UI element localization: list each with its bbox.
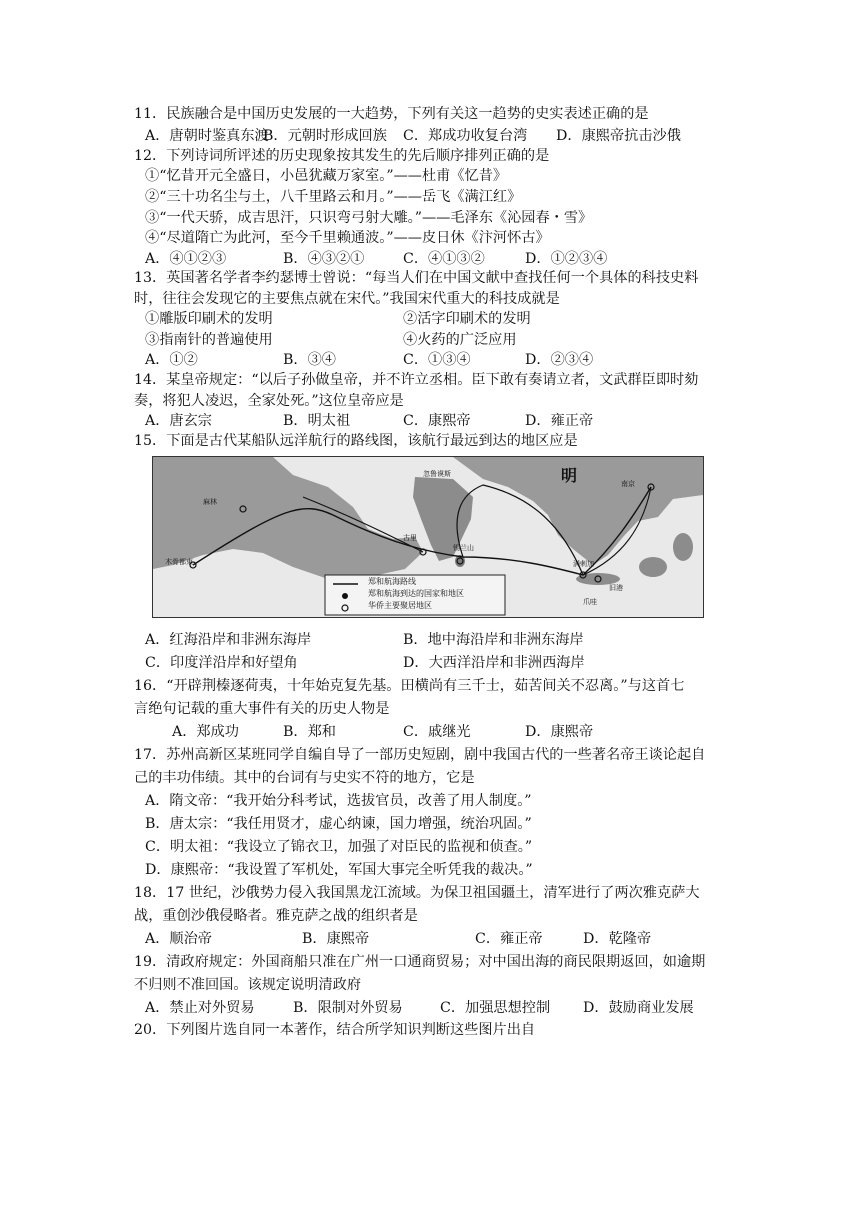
- q14-option-c[interactable]: C．康熙帝: [403, 413, 471, 429]
- q14-option-b[interactable]: B．明太祖: [283, 413, 351, 429]
- q17-option-a[interactable]: A．隋文帝：“我开始分科考试，选拔官员，改善了用人制度。”: [145, 793, 532, 809]
- q16-stem-line2: 言绝句记载的重大事件有关的历史人物是: [134, 701, 390, 717]
- q13-option-a[interactable]: A．①②: [145, 352, 198, 368]
- q19-option-a[interactable]: A．禁止对外贸易: [145, 1000, 255, 1016]
- q18-option-a[interactable]: A．顺治帝: [145, 931, 212, 947]
- q17-option-b[interactable]: B．唐太宗：“我任用贤才，虚心纳谏，国力增强，统治巩固。”: [145, 816, 532, 832]
- q18-option-b[interactable]: B．康熙帝: [302, 931, 370, 947]
- q18-option-c[interactable]: C．雍正帝: [475, 931, 543, 947]
- q16-option-b[interactable]: B．郑和: [283, 724, 336, 740]
- q13-option-c[interactable]: C．①③④: [403, 352, 471, 368]
- place-label: 麻林: [203, 498, 217, 506]
- q17-stem-line2: 己的丰功伟绩。其中的台词有与史实不符的地方，它是: [134, 770, 475, 786]
- q17-option-d[interactable]: D．康熙帝：“我设置了军机处，军国大事完全听凭我的裁决。”: [145, 862, 533, 878]
- place-label: 满剌加: [573, 560, 594, 568]
- q17-stem-line1: 17．苏州高新区某班同学自编自导了一部历史短剧，剧中我国古代的一些著名帝王谈论起自: [134, 747, 706, 763]
- place-label: 南京: [621, 480, 635, 488]
- q15-option-d[interactable]: D．大西洋沿岸和非洲西海岸: [403, 655, 585, 671]
- place-label: 古里: [403, 534, 417, 542]
- q13-stem-line1: 13．英国著名学者李约瑟博士曾说：“每当人们在中国文献中查找任何一个具体的科技史料: [134, 270, 699, 286]
- q16-option-d[interactable]: D．康熙帝: [525, 724, 594, 740]
- place-label: 爪哇: [583, 598, 597, 606]
- place-label: 忽鲁谟斯: [423, 470, 451, 478]
- q17-option-c[interactable]: C．明太祖：“我设立了锦衣卫，加强了对臣民的监视和侦查。”: [145, 839, 533, 855]
- q13-stem-line2: 时，往往会发现它的主要焦点就在宋代。”我国宋代重大的科技成就是: [134, 291, 560, 307]
- q19-stem-line2: 不归则不准回国。该规定说明清政府: [134, 977, 362, 993]
- legend-overseas-chinese: 华侨主要聚居地区: [368, 601, 432, 610]
- q12-option-d[interactable]: D．①②③④: [525, 251, 608, 267]
- q19-option-d[interactable]: D．鼓励商业发展: [583, 1000, 694, 1016]
- q15-option-c[interactable]: C．印度洋沿岸和好望角: [145, 655, 298, 671]
- q12-item-1: ①“忆昔开元全盛日，小邑犹藏万家室。”——杜甫《忆昔》: [145, 168, 508, 184]
- place-label: 木骨都束: [165, 558, 193, 566]
- q19-stem-line1: 19．清政府规定：外国商船只准在广州一口通商贸易；对中国出海的商民限期返回，如逾期: [134, 954, 706, 970]
- q16-stem-line1: 16．“开辟荆榛逐荷夷，十年始克复先基。田横尚有三千士，茹苦间关不忍离。”与这首七: [134, 678, 685, 694]
- q16-option-c[interactable]: C．戚继光: [403, 724, 471, 740]
- legend-reached: 郑和航海到达的国家和地区: [368, 589, 464, 598]
- q19-option-c[interactable]: C．加强思想控制: [440, 1000, 551, 1016]
- q15-option-b[interactable]: B．地中海沿岸和非洲东海岸: [403, 632, 584, 648]
- q18-stem-line2: 战，重创沙俄侵略者。雅克萨之战的组织者是: [134, 908, 418, 924]
- map-label-ming: 明: [561, 466, 578, 485]
- q13-item-4: ④火药的广泛应用: [403, 332, 517, 348]
- q16-option-a[interactable]: A．郑成功: [172, 724, 239, 740]
- q18-option-d[interactable]: D．乾隆帝: [583, 931, 652, 947]
- q14-stem-line2: 奏，将犯人凌迟，全家处死。”这位皇帝应是: [134, 393, 404, 409]
- q12-stem: 12．下列诗词所评述的历史现象按其发生的先后顺序排列正确的是: [134, 148, 550, 164]
- q12-item-3: ③“一代天骄，成吉思汗，只识弯弓射大雕。”——毛泽东《沁园春・雪》: [145, 210, 593, 226]
- q13-option-d[interactable]: D．②③④: [525, 352, 594, 368]
- q11-option-a[interactable]: A．唐朝时鉴真东渡: [145, 128, 269, 144]
- q15-stem: 15．下面是古代某船队远洋航行的路线图，该航行最远到达的地区应是: [134, 433, 578, 449]
- q12-option-a[interactable]: A．④①②③: [145, 251, 227, 267]
- q11-option-c[interactable]: C．郑成功收复台湾: [403, 128, 528, 144]
- q13-option-b[interactable]: B．③④: [283, 352, 336, 368]
- q12-option-b[interactable]: B．④③②①: [283, 251, 365, 267]
- q12-item-4: ④“尽道隋亡为此河，至今千里赖通波。”——皮日休《汴河怀古》: [145, 230, 550, 246]
- place-label: 旧港: [609, 584, 623, 592]
- voyage-route-map: [152, 456, 704, 618]
- q11-option-d[interactable]: D．康熙帝抗击沙俄: [556, 128, 681, 144]
- q18-stem-line1: 18．17 世纪，沙俄势力侵入我国黑龙江流域。为保卫祖国疆土，清军进行了两次雅克萨大: [134, 885, 700, 901]
- q13-item-1: ①雕版印刷术的发明: [145, 311, 273, 327]
- q19-option-b[interactable]: B．限制对外贸易: [293, 1000, 403, 1016]
- q15-option-a[interactable]: A．红海沿岸和非洲东海岸: [145, 632, 312, 648]
- q12-option-c[interactable]: C．④①③②: [403, 251, 485, 267]
- q14-option-d[interactable]: D．雍正帝: [525, 413, 594, 429]
- q13-item-2: ②活字印刷术的发明: [403, 311, 531, 327]
- q12-item-2: ②“三十功名尘与土，八千里路云和月。”——岳飞《满江红》: [145, 189, 522, 205]
- q11-option-b[interactable]: B．元朝时形成回族: [263, 128, 387, 144]
- place-label: 锡兰山: [453, 544, 474, 552]
- legend-route: 郑和航海路线: [368, 577, 416, 586]
- q11-stem: 11．民族融合是中国历史发展的一大趋势，下列有关这一趋势的史实表述正确的是: [134, 106, 649, 122]
- q14-option-a[interactable]: A．唐玄宗: [145, 413, 212, 429]
- q13-item-3: ③指南针的普遍使用: [145, 332, 273, 348]
- q20-stem: 20．下列图片选自同一本著作，结合所学知识判断这些图片出自: [134, 1022, 536, 1038]
- q14-stem-line1: 14．某皇帝规定：“以后子孙做皇帝，并不许立丞相。臣下敢有奏请立者，文武群臣即时劾: [134, 372, 699, 388]
